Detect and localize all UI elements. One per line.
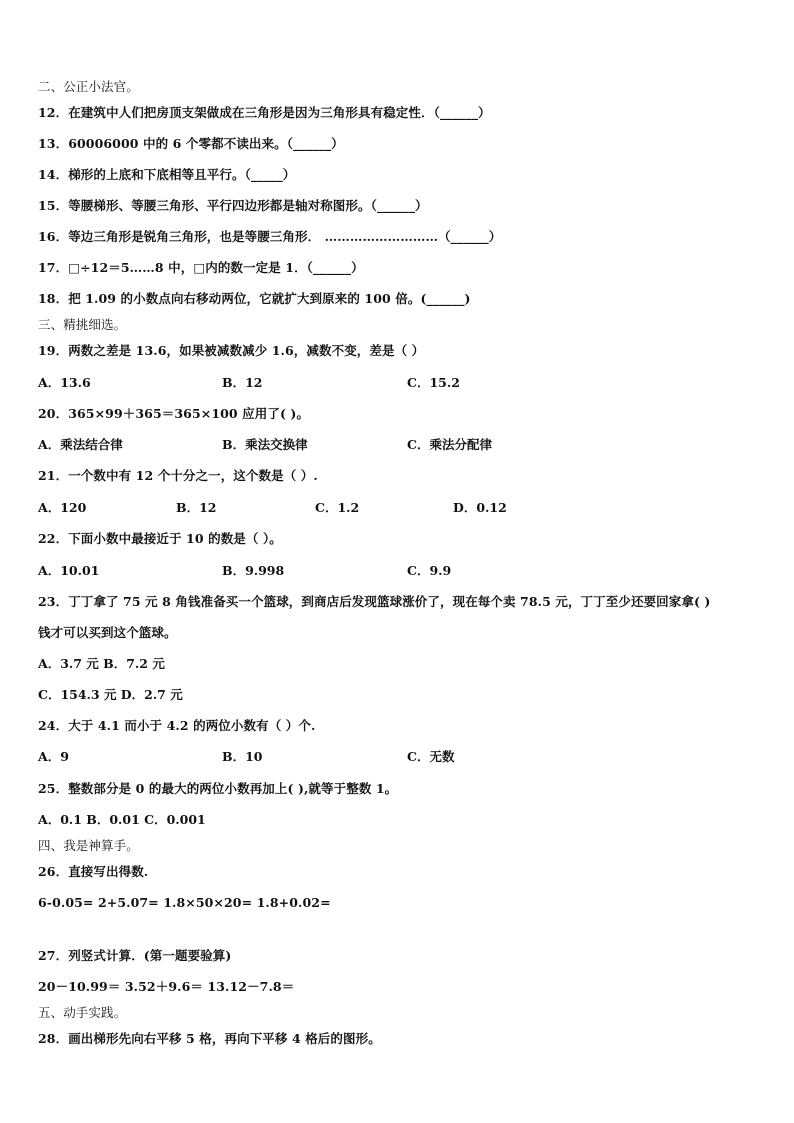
question-12: 12．在建筑中人们把房顶支架做成在三角形是因为三角形具有稳定性．（______） [38,105,491,120]
q24-option-c: C．无数 [407,749,455,764]
question-24: 24．大于 4.1 而小于 4.2 的两位小数有（ ）个. [38,718,316,733]
section-5-heading: 五、动手实践。 [38,1005,127,1020]
q25-options: A．0.1 B．0.01 C．0.001 [38,812,206,827]
question-27: 27．列竖式计算．(第一题要验算) [38,948,232,963]
q19-option-a: A．13.6 [38,375,91,390]
section-2-heading: 二、公正小法官。 [38,79,139,94]
q21-option-c: C．1.2 [315,500,360,515]
question-19: 19．两数之差是 13.6，如果被减数减少 1.6，减数不变，差是（ ） [38,343,425,358]
question-14: 14．梯形的上底和下底相等且平行。（_____） [38,167,296,182]
question-25: 25．整数部分是 0 的最大的两位小数再加上( ),就等于整数 1。 [38,781,398,796]
q20-option-a: A．乘法结合律 [38,437,123,452]
q23-options-row-1: A．3.7 元 B．7.2 元 [38,656,165,671]
q21-option-a: A．120 [38,500,87,515]
question-22: 22．下面小数中最接近于 10 的数是（ ）。 [38,531,282,546]
q21-option-b: B．12 [176,500,217,515]
question-23-line-2: 钱才可以买到这个篮球。 [38,625,177,640]
question-13: 13．60006000 中的 6 个零都不读出来。（______） [38,136,344,151]
q21-option-d: D．0.12 [453,500,507,515]
question-17: 17．□÷12＝5……8 中，□内的数一定是 1．（______） [38,260,364,275]
q22-option-a: A．10.01 [38,563,100,578]
question-20: 20．365×99＋365＝365×100 应用了( )。 [38,406,310,421]
question-26-expressions: 6-0.05= 2+5.07= 1.8×50×20= 1.8+0.02= [38,895,331,910]
section-4-heading: 四、我是神算手。 [38,838,139,853]
q23-options-row-2: C．154.3 元 D．2.7 元 [38,687,183,702]
section-3-heading: 三、精挑细选。 [38,317,127,332]
question-21: 21．一个数中有 12 个十分之一，这个数是（ ）. [38,468,318,483]
question-26: 26．直接写出得数. [38,864,149,879]
question-18: 18．把 1.09 的小数点向右移动两位，它就扩大到原来的 100 倍。(______) [38,291,471,306]
q22-option-b: B．9.998 [222,563,285,578]
q19-option-c: C．15.2 [407,375,460,390]
question-15: 15．等腰梯形、等腰三角形、平行四边形都是轴对称图形。（______） [38,198,428,213]
q22-option-c: C．9.9 [407,563,452,578]
q24-option-b: B．10 [222,749,263,764]
q24-option-a: A．9 [38,749,69,764]
q20-option-b: B．乘法交换律 [222,437,308,452]
q19-option-b: B．12 [222,375,263,390]
question-16: 16．等边三角形是锐角三角形，也是等腰三角形． ………………………（______） [38,229,502,244]
question-23-line-1: 23．丁丁拿了 75 元 8 角钱准备买一个篮球，到商店后发现篮球涨价了，现在每个卖 78.5 元，丁丁至少还要回家拿( ) [38,594,711,609]
q20-option-c: C．乘法分配律 [407,437,492,452]
question-28: 28．画出梯形先向右平移 5 格，再向下平移 4 格后的图形。 [38,1031,381,1046]
question-27-expressions: 20－10.99＝ 3.52＋9.6＝ 13.12－7.8＝ [38,979,295,994]
